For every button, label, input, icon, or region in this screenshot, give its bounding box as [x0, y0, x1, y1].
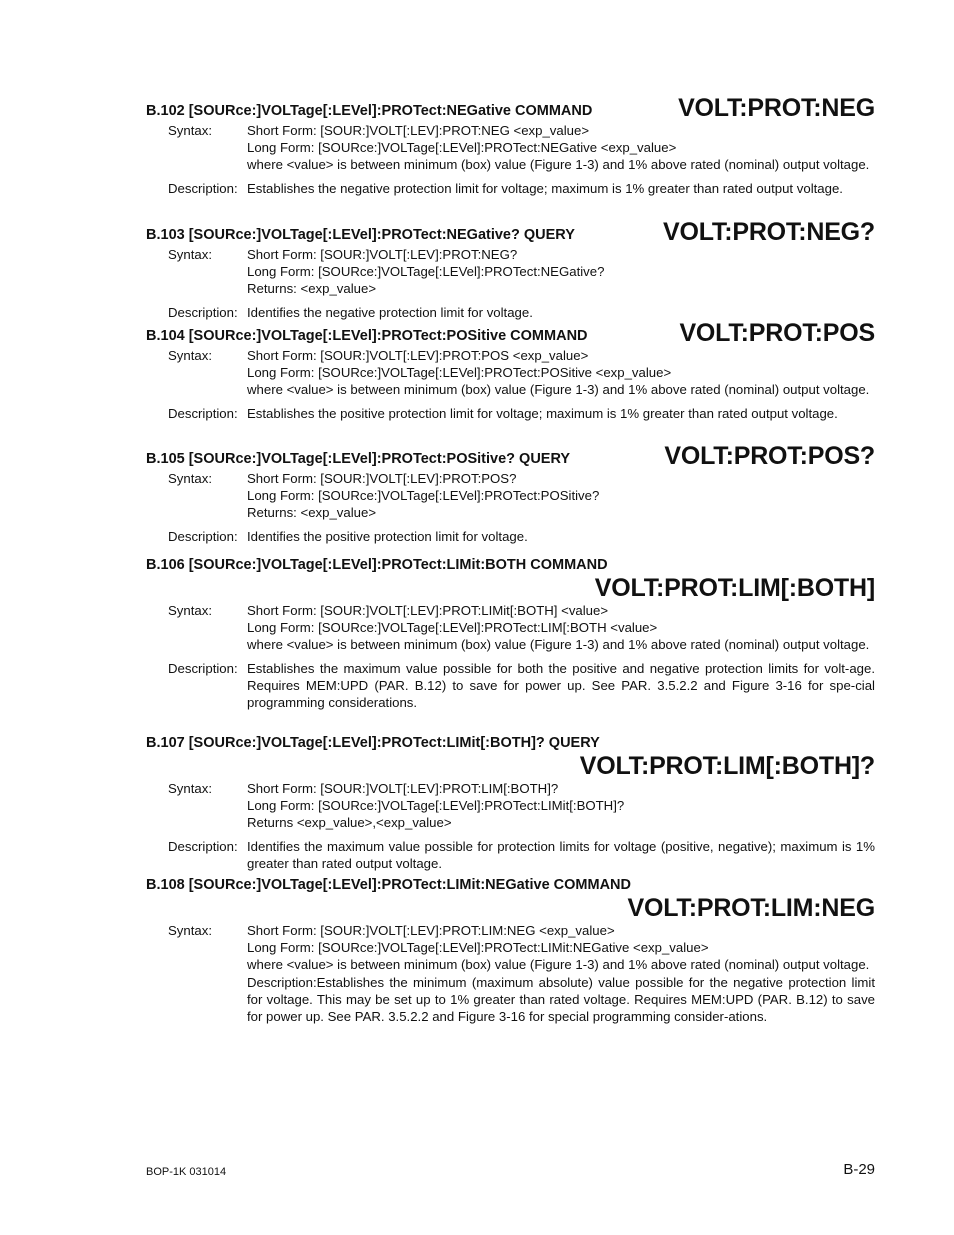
syntax-row: [146, 347, 875, 399]
description-row: [146, 180, 875, 197]
section-heading: [146, 319, 875, 347]
syntax-where: where <value> is between minimum (box) value (Figure 1-3) and 1% above rated (nominal) output voltage.: [247, 637, 870, 653]
command-short-name: VOLT:PROT:POS?: [664, 442, 875, 470]
syntax-row: [146, 602, 875, 654]
syntax-short-form: Short Form: [SOUR:]VOLT[:LEV]:PROT:NEG?: [247, 247, 518, 262]
section-heading: [146, 876, 875, 920]
section-heading: [146, 218, 875, 246]
description-row: [146, 660, 875, 712]
command-short-name: VOLT:PROT:NEG?: [662, 218, 875, 246]
description-text: Establishes the maximum value possible for both the positive and negative protection limits for volt-age. Requires MEM:UPD (PAR. B.12) to save for power up. See PAR. 3.5.2.2 and Figure 3-16 for spe-cial programming considerations.: [247, 660, 875, 711]
section-heading: [146, 94, 875, 122]
command-short-name: VOLT:PROT:LIM[:BOTH]?: [579, 752, 875, 780]
syntax-long-form: Long Form: [SOURce:]VOLTage[:LEVel]:PROTect:LIMit:NEGative <exp_value>: [247, 940, 709, 956]
syntax-row: [146, 246, 875, 298]
syntax-long-form: Long Form: [SOURce:]VOLTage[:LEVel]:PROTect:POSitive <exp_value>: [247, 365, 672, 381]
syntax-long-form: Long Form: [SOURce:]VOLTage[:LEVel]:PROTect:NEGative <exp_value>: [247, 140, 677, 156]
syntax-row: [146, 922, 875, 1025]
syntax-label: Syntax:: [168, 471, 212, 486]
section-b106: [146, 556, 875, 711]
description-row: [146, 838, 875, 872]
description-text: Identifies the maximum value possible for protection limits for voltage (positive, negative); maximum is 1% greater than rated output voltage.: [247, 838, 875, 871]
description-text: Identifies the negative protection limit for voltage.: [247, 304, 533, 320]
syntax-short-form: Short Form: [SOUR:]VOLT[:LEV]:PROT:LIM:NEG <exp_value>: [247, 923, 615, 938]
syntax-where: where <value> is between minimum (box) value (Figure 1-3) and 1% above rated (nominal) output voltage.: [247, 957, 870, 973]
syntax-short-form: Short Form: [SOUR:]VOLT[:LEV]:PROT:LIMit[:BOTH] <value>: [247, 603, 609, 618]
section-title: B.108 [SOURce:]VOLTage[:LEVel]:PROTect:LIMit:NEGative COMMAND: [146, 877, 631, 893]
description-row: [146, 405, 875, 422]
description-text: Establishes the positive protection limit for voltage; maximum is 1% greater than rated output voltage.: [247, 405, 838, 421]
syntax-where: where <value> is between minimum (box) value (Figure 1-3) and 1% above rated (nominal) output voltage.: [247, 382, 870, 398]
section-title: B.102 [SOURce:]VOLTage[:LEVel]:PROTect:NEGative COMMAND: [146, 103, 593, 119]
description-row: [146, 528, 875, 545]
description-label: Description:: [168, 528, 238, 544]
section-b102: [146, 94, 875, 197]
command-short-name: VOLT:PROT:LIM:NEG: [627, 894, 875, 922]
description-label: Description:: [168, 405, 238, 421]
footer-page-number: B-29: [843, 1161, 875, 1178]
syntax-label: Syntax:: [168, 348, 212, 363]
section-b108: [146, 876, 875, 1025]
command-short-name: VOLT:PROT:LIM[:BOTH]: [594, 574, 875, 602]
syntax-label: Syntax:: [168, 603, 212, 618]
section-b103: [146, 218, 875, 321]
syntax-row: [146, 780, 875, 832]
syntax-short-form: Short Form: [SOUR:]VOLT[:LEV]:PROT:POS <exp_value>: [247, 348, 589, 363]
syntax-description: Description:Establishes the minimum (maximum absolute) value possible for the negative protection limit for voltage. This may be set up to 1% greater than rated voltage. Requires MEM:UPD (PAR. B.12) to save for power up. See PAR. 3.5.2.2 and Figure 3-16 for special programming consider-ations.: [247, 974, 875, 1025]
section-b107: [146, 734, 875, 872]
description-label: Description:: [168, 660, 238, 676]
section-heading: [146, 556, 875, 600]
syntax-long-form: Long Form: [SOURce:]VOLTage[:LEVel]:PROTect:LIMit[:BOTH]?: [247, 798, 625, 814]
syntax-label: Syntax:: [168, 781, 212, 796]
section-b105: [146, 442, 875, 545]
section-title: B.103 [SOURce:]VOLTage[:LEVel]:PROTect:NEGative? QUERY: [146, 227, 575, 243]
section-title: B.105 [SOURce:]VOLTage[:LEVel]:PROTect:POSitive? QUERY: [146, 451, 571, 467]
section-heading: [146, 442, 875, 470]
syntax-row: [146, 122, 875, 174]
syntax-short-form: Short Form: [SOUR:]VOLT[:LEV]:PROT:LIM[:BOTH]?: [247, 781, 559, 796]
description-text: Identifies the positive protection limit for voltage.: [247, 528, 528, 544]
description-text: Establishes the negative protection limit for voltage; maximum is 1% greater than rated output voltage.: [247, 180, 843, 196]
command-short-name: VOLT:PROT:NEG: [678, 94, 875, 122]
syntax-row: [146, 470, 875, 522]
section-heading: [146, 734, 875, 778]
description-label: Description:: [168, 304, 238, 320]
syntax-returns: Returns: <exp_value>: [247, 281, 377, 297]
syntax-returns: Returns: <exp_value>: [247, 505, 377, 521]
command-short-name: VOLT:PROT:POS: [679, 319, 875, 347]
section-b104: [146, 319, 875, 422]
syntax-long-form: Long Form: [SOURce:]VOLTage[:LEVel]:PROTect:POSitive?: [247, 488, 600, 504]
description-label: Description:: [168, 180, 238, 196]
syntax-label: Syntax:: [168, 247, 212, 262]
syntax-label: Syntax:: [168, 923, 212, 938]
syntax-short-form: Short Form: [SOUR:]VOLT[:LEV]:PROT:POS?: [247, 471, 517, 486]
syntax-long-form: Long Form: [SOURce:]VOLTage[:LEVel]:PROTect:NEGative?: [247, 264, 605, 280]
syntax-label: Syntax:: [168, 123, 212, 138]
footer-document-id: BOP-1K 031014: [146, 1166, 227, 1178]
syntax-returns: Returns <exp_value>,<exp_value>: [247, 815, 452, 831]
syntax-short-form: Short Form: [SOUR:]VOLT[:LEV]:PROT:NEG <exp_value>: [247, 123, 590, 138]
syntax-where: where <value> is between minimum (box) value (Figure 1-3) and 1% above rated (nominal) output voltage.: [247, 157, 870, 173]
syntax-long-form: Long Form: [SOURce:]VOLTage[:LEVel]:PROTect:LIM[:BOTH <value>: [247, 620, 658, 636]
description-label: Description:: [168, 838, 238, 854]
section-title: B.107 [SOURce:]VOLTage[:LEVel]:PROTect:LIMit[:BOTH]? QUERY: [146, 735, 600, 751]
section-title: B.106 [SOURce:]VOLTage[:LEVel]:PROTect:LIMit:BOTH COMMAND: [146, 557, 608, 573]
section-title: B.104 [SOURce:]VOLTage[:LEVel]:PROTect:POSitive COMMAND: [146, 328, 588, 344]
